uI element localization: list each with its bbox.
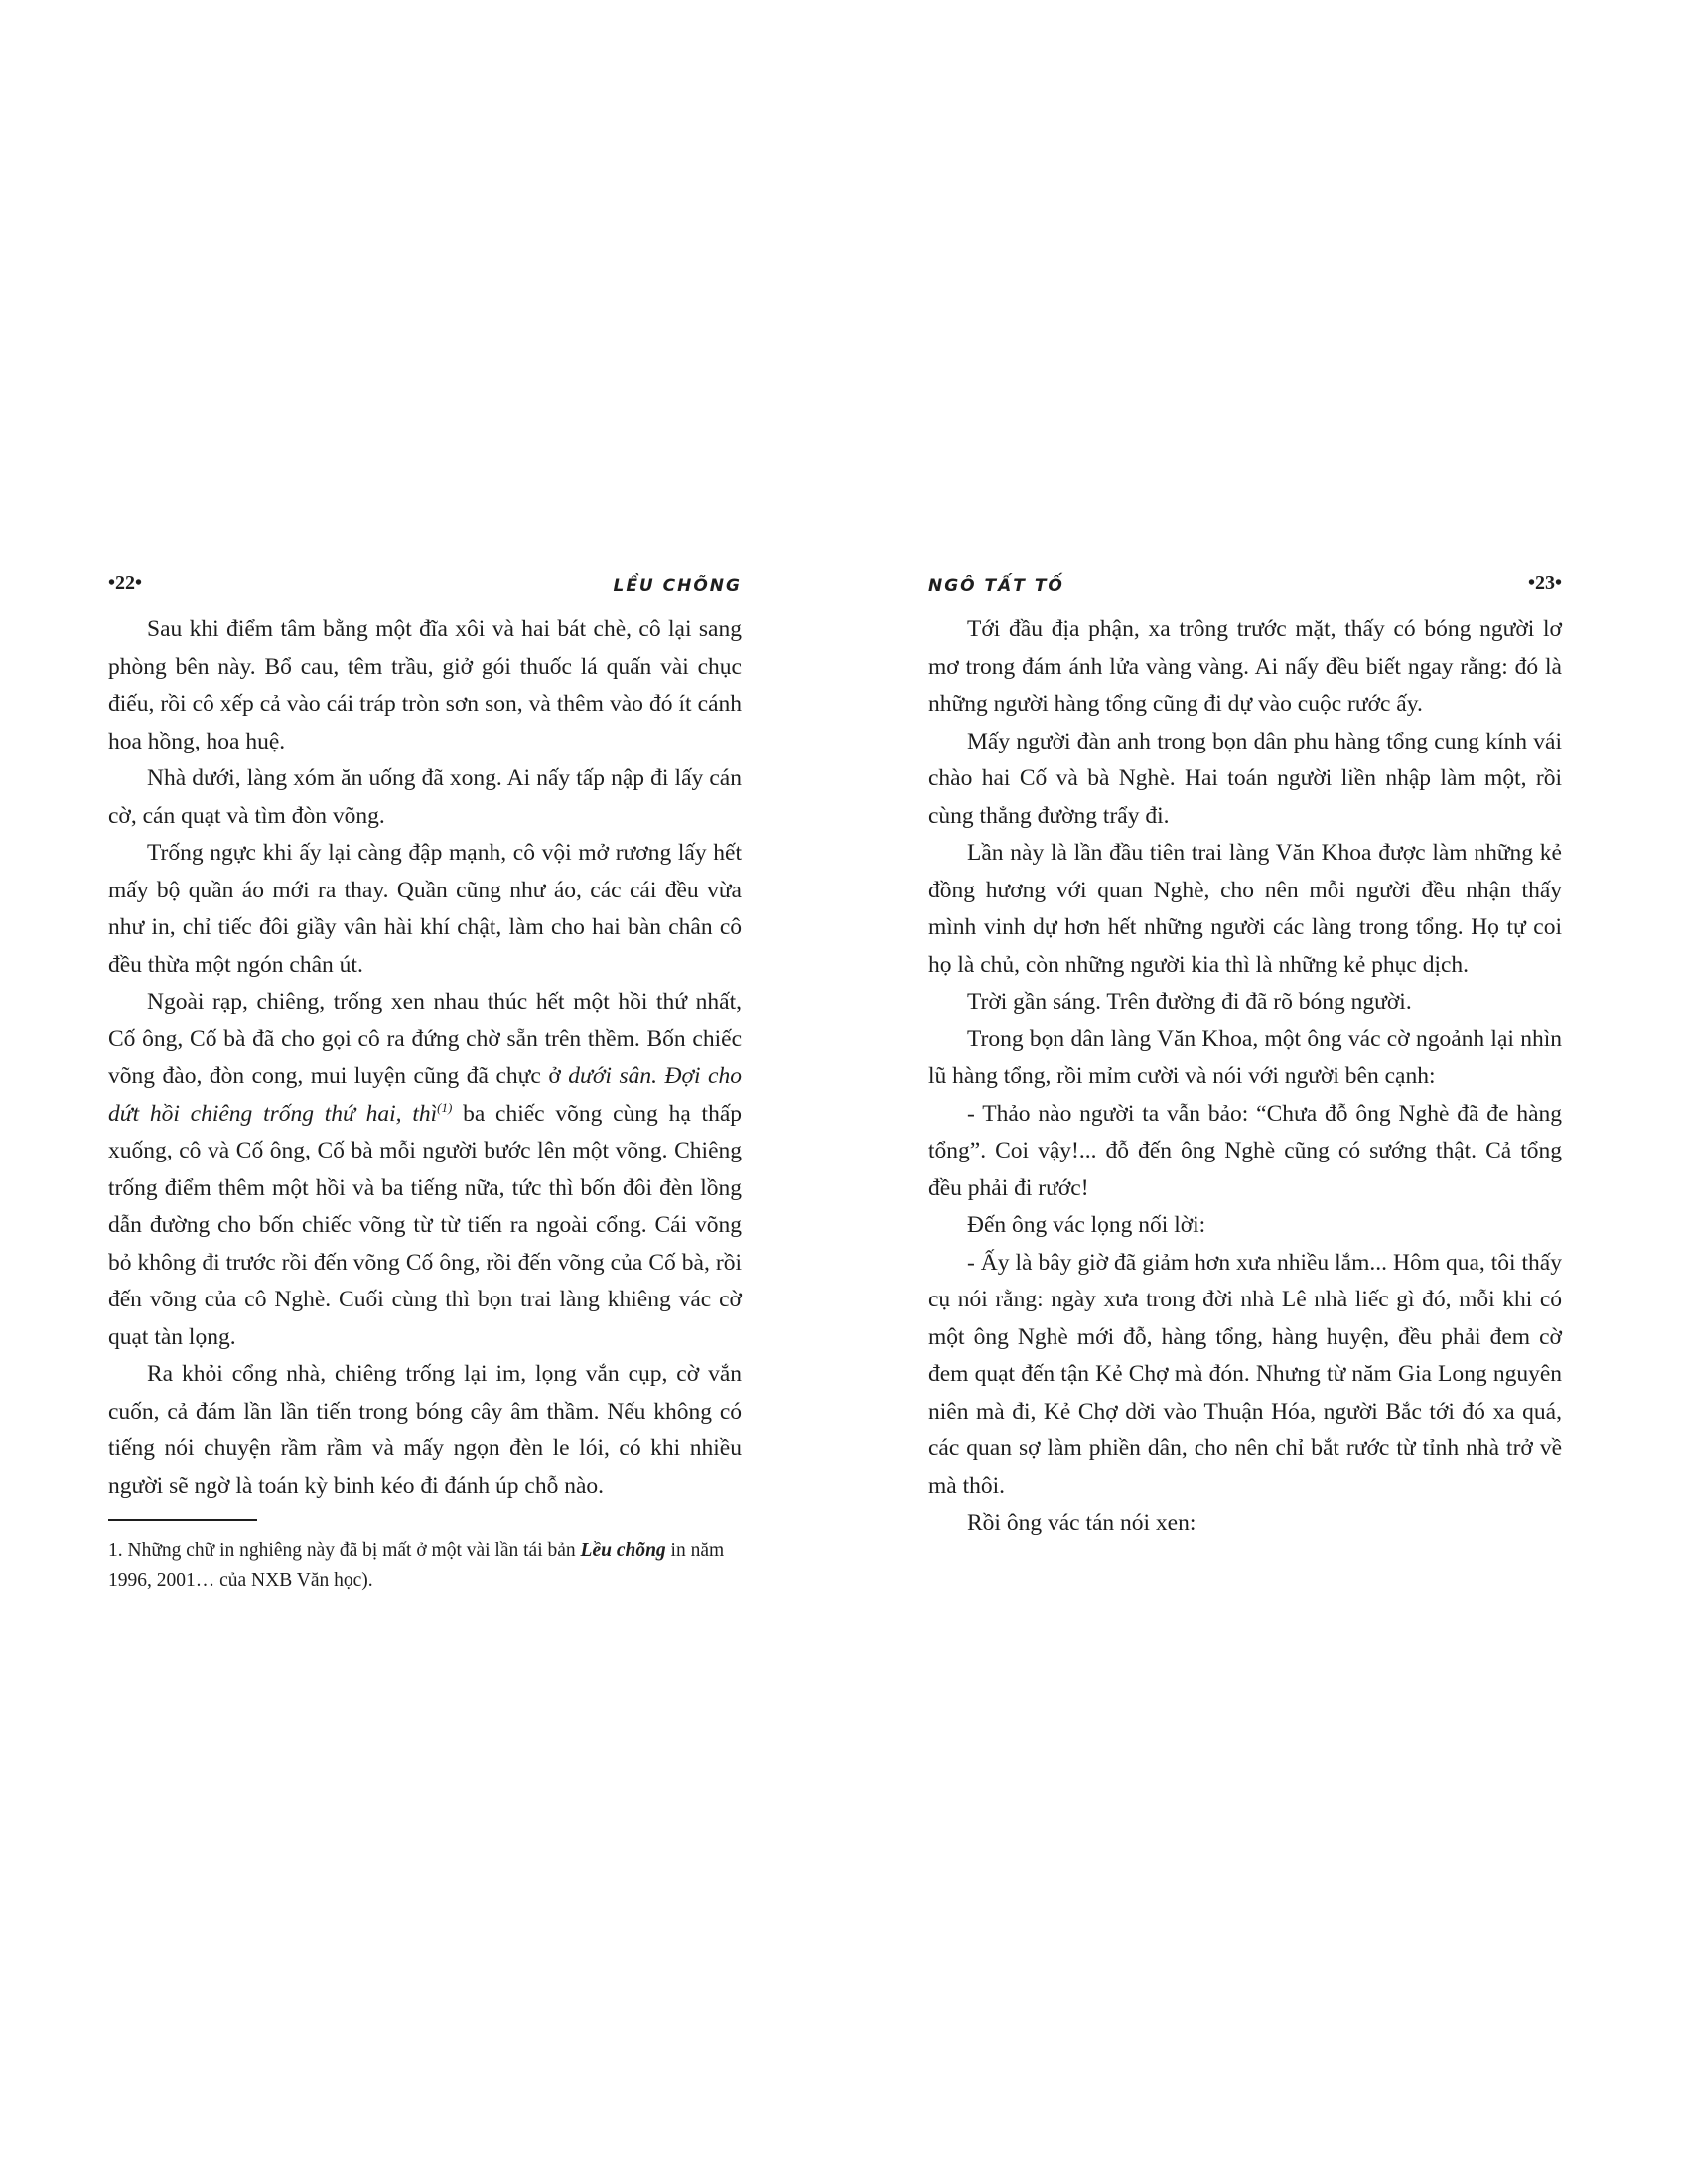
right-body-text xyxy=(928,612,1562,1543)
paragraph: Ra khỏi cổng nhà, chiêng trống lại im, lọng vắn cụp, cờ vắn cuốn, cả đám lần lần tiến trong bóng cây âm thầm. Nếu không có tiếng nói chuyện rầm rầm và mấy ngọn đèn le lói, có khi nhiều người sẽ ngờ là toán kỳ binh kéo đi đánh úp chỗ nào. xyxy=(108,1361,742,1499)
right-page-header xyxy=(928,568,1562,608)
paragraph: Tới đầu địa phận, xa trông trước mặt, thấy có bóng người lơ mơ trong đám ánh lửa vàng vàng. Ai nấy đều biết ngay rằng: đó là những người hàng tổng cũng đi dự vào cuộc rước ấy. xyxy=(928,616,1562,717)
footnote-divider xyxy=(108,1519,257,1521)
left-body-text xyxy=(108,612,742,1505)
book-title-header: LỀU CHÕNG xyxy=(613,576,742,596)
footnote xyxy=(108,1535,742,1596)
italic-restored-text: dưới sân. Đợi cho dứt hồi chiêng trống thứ hai, thì xyxy=(108,1063,742,1127)
paragraph-text: Ngoài rạp, chiêng, trống xen nhau thúc hết một hồi thứ nhất, Cố ông, Cố bà đã cho gọi cô ra đứng chờ sẵn trên thềm. Bốn chiếc võng đào, đòn cong, mui luyện cũng đã chực ở xyxy=(108,989,742,1089)
footnote-text: in năm 1996, 2001… của NXB Văn học). xyxy=(108,1540,725,1591)
paragraph: Đến ông vác lọng nối lời: xyxy=(967,1212,1206,1238)
left-page xyxy=(108,568,742,1596)
paragraph: Lần này là lần đầu tiên trai làng Văn Khoa được làm những kẻ đồng hương với quan Nghè, cho nên mỗi người đều nhận thấy mình vinh dự hơn hết những người các làng trong tổng. Họ tự coi họ là chủ, còn những người kia thì là những kẻ phục dịch. xyxy=(928,840,1562,978)
footnote-text: 1. Những chữ in nghiêng này đã bị mất ở một vài lần tái bản xyxy=(108,1540,581,1561)
footnote-book-title: Lều chõng xyxy=(580,1540,666,1561)
paragraph: Trời gần sáng. Trên đường đi đã rõ bóng người. xyxy=(967,989,1412,1015)
paragraph xyxy=(108,984,742,1356)
author-header: NGÔ TẤT TỐ xyxy=(928,576,1064,596)
paragraph: Rồi ông vác tán nói xen: xyxy=(967,1510,1196,1536)
paragraph: Trống ngực khi ấy lại càng đập mạnh, cô vội mở rương lấy hết mấy bộ quần áo mới ra thay. Quần cũng như áo, các cái đều vừa như in, chỉ tiếc đôi giầy vân hài khí chật, làm cho hai bàn chân cô đều thừa một ngón chân út. xyxy=(108,840,742,978)
footnote-reference[interactable]: (1) xyxy=(437,1099,453,1115)
paragraph: - Thảo nào người ta vẫn bảo: “Chưa đỗ ông Nghè đã đe hàng tổng”. Coi vậy!... đỗ đến ông Nghè cũng có sướng thật. Cả tổng đều phải đi rước! xyxy=(928,1100,1562,1201)
page-number: •23• xyxy=(1527,572,1562,594)
paragraph: Trong bọn dân làng Văn Khoa, một ông vác cờ ngoảnh lại nhìn lũ hàng tổng, rồi mỉm cười và nói với người bên cạnh: xyxy=(928,1025,1562,1089)
paragraph-text: ba chiếc võng cùng hạ thấp xuống, cô và Cố ông, Cố bà mỗi người bước lên một võng. Chiêng trống điểm thêm một hồi và ba tiếng nữa, tức thì bốn đôi đèn lồng dẫn đường cho bốn chiếc võng từ từ tiến ra ngoài cổng. Cái võng bỏ không đi trước rồi đến võng Cố ông, rồi đến võng của Cố bà, rồi đến võng của cô Nghè. Cuối cùng thì bọn trai làng khiêng vác cờ quạt tàn lọng. xyxy=(108,1100,742,1350)
paragraph: - Ấy là bây giờ đã giảm hơn xưa nhiều lắm... Hôm qua, tôi thấy cụ nói rằng: ngày xưa trong đời nhà Lê nhà liếc gì đó, mỗi khi có một ông Nghè mới đỗ, hàng tổng, hàng huyện, đều phải đem cờ đem quạt đến tận Kẻ Chợ mà đón. Nhưng từ năm Gia Long nguyên niên mà đi, Kẻ Chợ dời vào Thuận Hóa, người Bắc tới đó xa quá, các quan sợ làm phiền dân, cho nên chỉ bắt rước từ tỉnh nhà trở về mà thôi. xyxy=(928,1249,1562,1499)
right-page xyxy=(928,568,1562,1543)
paragraph: Nhà dưới, làng xóm ăn uống đã xong. Ai nấy tấp nập đi lấy cán cờ, cán quạt và tìm đòn võng. xyxy=(108,765,742,829)
paragraph: Sau khi điểm tâm bằng một đĩa xôi và hai bát chè, cô lại sang phòng bên này. Bổ cau, têm trầu, giở gói thuốc lá quấn vài chục điếu, rồi cô xếp cả vào cái tráp tròn sơn son, và thêm vào đó ít cánh hoa hồng, hoa huệ. xyxy=(108,616,742,754)
paragraph: Mấy người đàn anh trong bọn dân phu hàng tổng cung kính vái chào hai Cố và bà Nghè. Hai toán người liền nhập làm một, rồi cùng thẳng đường trẩy đi. xyxy=(928,728,1562,829)
page-number: •22• xyxy=(108,572,143,594)
left-page-header xyxy=(108,568,742,608)
